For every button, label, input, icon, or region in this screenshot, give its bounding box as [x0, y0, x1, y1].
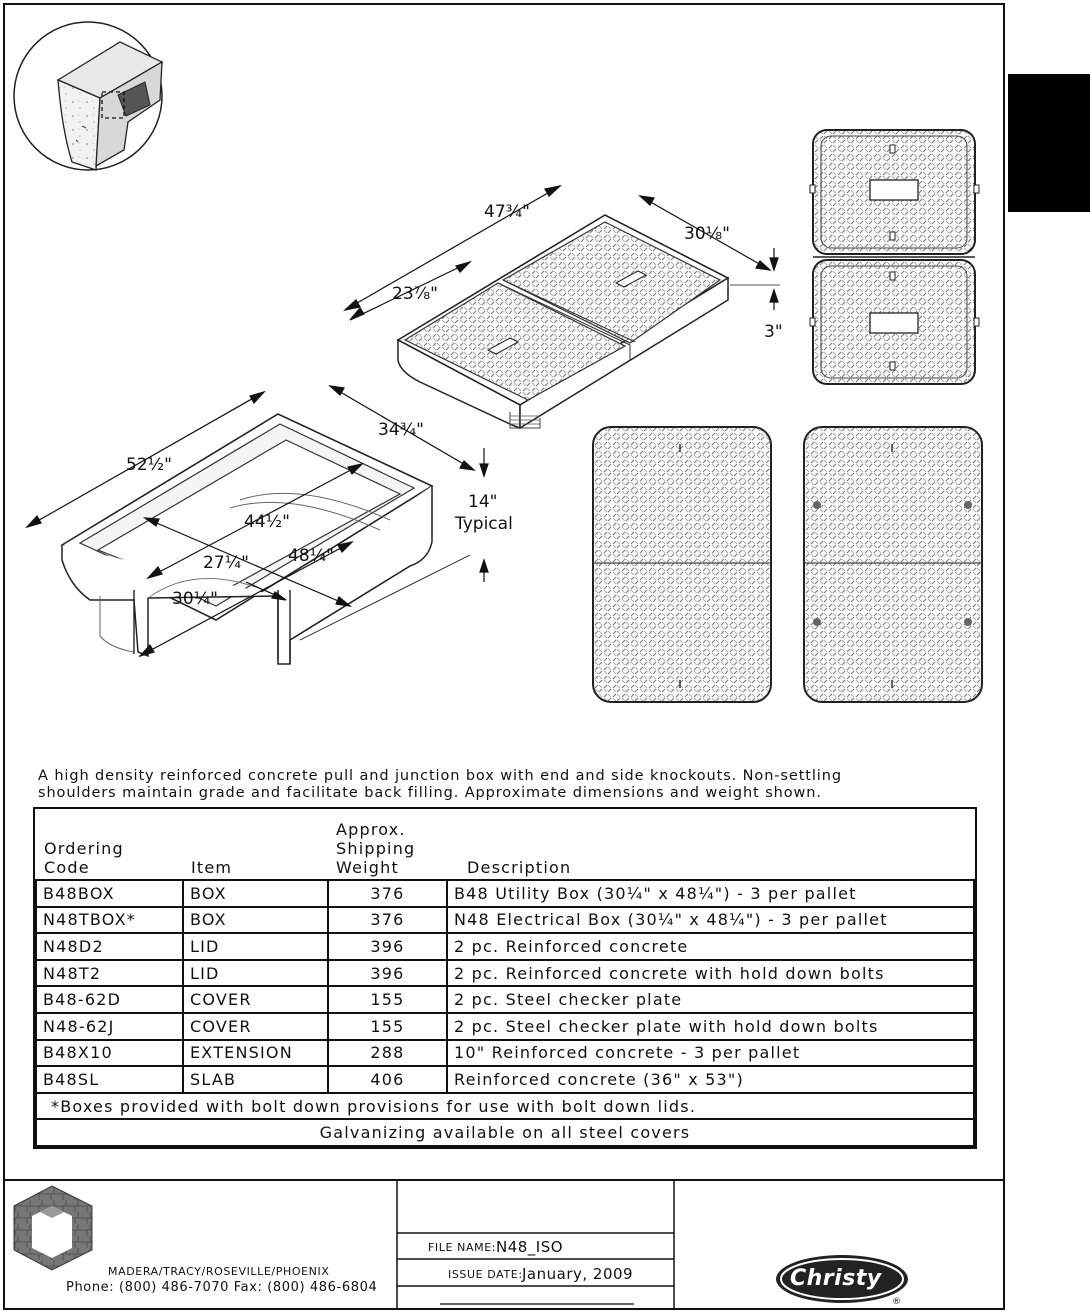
cell-description: N48 Electrical Box (30¼" x 48¼") - 3 per pallet [447, 907, 974, 934]
cell-code: B48SL [36, 1066, 183, 1093]
table-row [36, 907, 974, 934]
joint-detail [14, 22, 162, 170]
dim-inner-length: 44½" [244, 512, 290, 532]
header-description: Description [467, 858, 572, 877]
file-name-label: FILE NAME: [428, 1241, 497, 1254]
cell-item: EXTENSION [183, 1040, 328, 1067]
dim-box-width: 34¾" [378, 420, 424, 440]
steel-cover-bolted-plan [804, 427, 982, 702]
dim-lid-thickness: 3" [764, 322, 783, 342]
cell-item: LID [183, 960, 328, 987]
phone-fax: Phone: (800) 486-7070 Fax: (800) 486-6804 [66, 1280, 378, 1295]
cell-description: Reinforced concrete (36" x 53") [447, 1066, 974, 1093]
header-ordering-code: Ordering Code [44, 839, 124, 877]
cell-description: B48 Utility Box (30¼" x 48¼") - 3 per pallet [447, 880, 974, 907]
cell-weight: 396 [328, 933, 447, 960]
cell-weight: 396 [328, 960, 447, 987]
table-footnote-row [36, 1093, 974, 1120]
dim-lid-length: 47¾" [484, 202, 530, 222]
table-row [36, 933, 974, 960]
table-row [36, 960, 974, 987]
cell-description: 2 pc. Steel checker plate [447, 986, 974, 1013]
cell-weight: 155 [328, 1013, 447, 1040]
cell-weight: 376 [328, 907, 447, 934]
locations: MADERA/TRACY/ROSEVILLE/PHOENIX [108, 1265, 330, 1278]
table-row [36, 880, 974, 907]
concrete-lid-plan [810, 130, 979, 384]
table-galvanizing-row [36, 1119, 974, 1146]
cell-code: B48X10 [36, 1040, 183, 1067]
cell-code: N48T2 [36, 960, 183, 987]
cell-code: B48BOX [36, 880, 183, 907]
galvanizing-note: Galvanizing available on all steel covers [36, 1119, 974, 1146]
table-row [36, 1040, 974, 1067]
footnote: *Boxes provided with bolt down provisions for use with bolt down lids. [36, 1093, 974, 1120]
cell-item: SLAB [183, 1066, 328, 1093]
cell-weight: 288 [328, 1040, 447, 1067]
dim-box-height-note: Typical [455, 514, 513, 534]
cell-description: 2 pc. Reinforced concrete with hold down bolts [447, 960, 974, 987]
dim-inner-width: 27¼" [203, 553, 249, 573]
cell-item: BOX [183, 880, 328, 907]
issue-date: January, 2009 [522, 1265, 634, 1283]
christy-logo-text: Christy [790, 1266, 882, 1291]
table-row [36, 986, 974, 1013]
box-isometric [62, 414, 432, 664]
cell-weight: 155 [328, 986, 447, 1013]
steel-cover-plan [593, 427, 771, 702]
ordering-table [33, 807, 977, 1149]
cell-item: LID [183, 933, 328, 960]
cell-code: B48-62D [36, 986, 183, 1013]
cell-item: COVER [183, 1013, 328, 1040]
cell-weight: 406 [328, 1066, 447, 1093]
dim-bottom-length: 48¼" [288, 546, 334, 566]
cell-description: 10" Reinforced concrete - 3 per pallet [447, 1040, 974, 1067]
table-row [36, 1066, 974, 1093]
cell-code: N48D2 [36, 933, 183, 960]
registered-mark: ® [892, 1297, 902, 1307]
dim-bottom-width: 30¼" [172, 589, 218, 609]
cell-weight: 376 [328, 880, 447, 907]
cell-description: 2 pc. Steel checker plate with hold down bolts [447, 1013, 974, 1040]
table-row [36, 1013, 974, 1040]
dim-box-length: 52½" [126, 455, 172, 475]
cell-code: N48TBOX* [36, 907, 183, 934]
header-weight: Approx. Shipping Weight [336, 820, 416, 877]
lid-isometric [398, 215, 728, 428]
dim-box-height: 14" [468, 492, 498, 512]
header-item: Item [191, 858, 233, 877]
cell-item: COVER [183, 986, 328, 1013]
table-header-row [36, 809, 974, 880]
issue-date-label: ISSUE DATE: [448, 1268, 523, 1281]
dim-lid-half: 23⅞" [392, 284, 438, 304]
cell-description: 2 pc. Reinforced concrete [447, 933, 974, 960]
cell-code: N48-62J [36, 1013, 183, 1040]
file-name: N48_ISO [496, 1238, 564, 1256]
product-description: A high density reinforced concrete pull and junction box with end and side knockouts. Non-settling shoulders maintain grade and facilitate back filling. Approximate dimensions and weight shown. [38, 768, 842, 801]
dim-lid-width: 30⅛" [684, 224, 730, 244]
cell-item: BOX [183, 907, 328, 934]
